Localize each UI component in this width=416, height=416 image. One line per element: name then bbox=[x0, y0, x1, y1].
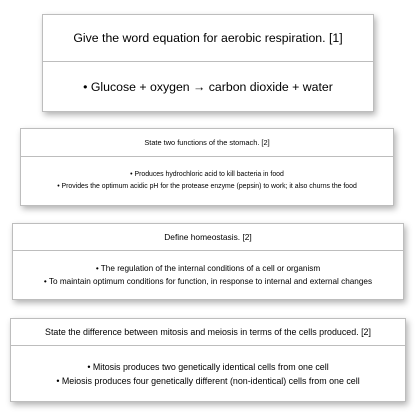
answer-point: • The regulation of the internal conditions of a cell or organism bbox=[95, 264, 321, 273]
answer-point: • To maintain optimum conditions for function, in response to internal and external changes bbox=[43, 277, 373, 286]
card-question: Define homeostasis. [2] bbox=[13, 224, 403, 251]
card-answer bbox=[43, 62, 373, 111]
flashcard-mitosis-meiosis bbox=[10, 318, 406, 402]
answer-point: • Glucose + oxygen → carbon dioxide + water bbox=[83, 79, 333, 94]
card-answer bbox=[11, 346, 405, 401]
answer-point: • Meiosis produces four genetically different (non-identical) cells from one cell bbox=[56, 375, 360, 386]
answer-point: • Mitosis produces two genetically identical cells from one cell bbox=[87, 361, 329, 372]
flashcard-homeostasis bbox=[12, 223, 404, 300]
card-question: State two functions of the stomach. [2] bbox=[21, 129, 393, 157]
flashcard-stomach bbox=[20, 128, 394, 206]
card-answer bbox=[21, 157, 393, 205]
card-question: Give the word equation for aerobic respiration. [1] bbox=[43, 15, 373, 62]
flashcard-respiration bbox=[42, 14, 374, 112]
answer-point: • Provides the optimum acidic pH for the protease enzyme (pepsin) to work; it also churns the food bbox=[57, 183, 357, 190]
card-question: State the difference between mitosis and meiosis in terms of the cells produced. [2] bbox=[11, 319, 405, 346]
answer-point: • Produces hydrochloric acid to kill bacteria in food bbox=[130, 171, 284, 178]
card-answer bbox=[13, 251, 403, 299]
